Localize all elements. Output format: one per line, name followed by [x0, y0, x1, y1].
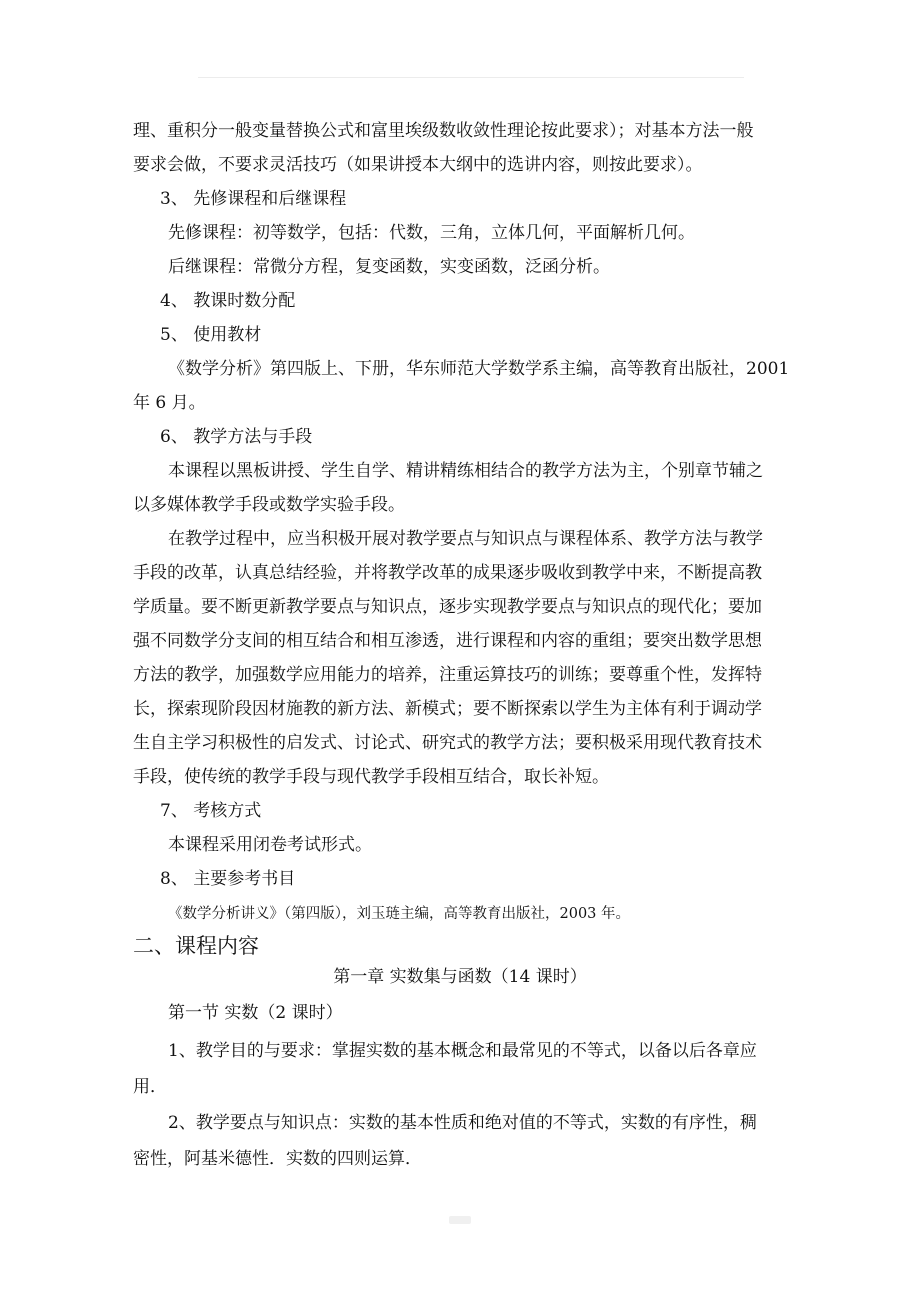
section-heading-7: 7、 考核方式 — [160, 801, 262, 821]
chapter-title: 第一章 实数集与函数（14 课时） — [333, 967, 587, 987]
paragraph-line: 1、教学目的与要求：掌握实数的基本概念和最常见的不等式，以备以后各章应 — [168, 1041, 757, 1061]
paragraph-line: 先修课程：初等数学，包括：代数，三角，立体几何，平面解析几何。 — [168, 223, 695, 243]
paragraph-line: 在教学过程中，应当积极开展对教学要点与知识点与课程体系、教学方法与教学 — [168, 529, 763, 549]
section-heading-8: 8、 主要参考书目 — [160, 869, 296, 889]
paragraph-line: 手段，使传统的教学手段与现代教学手段相互结合，取长补短。 — [133, 767, 609, 787]
paragraph-line: 生自主学习积极性的启发式、讨论式、研究式的教学方法；要积极采用现代教育技术 — [133, 733, 762, 753]
paragraph-line: 手段的改革，认真总结经验，并将教学改革的成果逐步吸收到教学中来，不断提高教 — [133, 563, 762, 583]
part-heading: 二、课程内容 — [133, 934, 259, 958]
paragraph-line: 用． — [133, 1077, 167, 1097]
section-heading-5: 5、 使用教材 — [160, 325, 262, 345]
paragraph-line: 本课程采用闭卷考试形式。 — [168, 835, 372, 855]
paragraph-line: 以多媒体教学手段或数学实验手段。 — [133, 495, 405, 515]
paragraph-line: 学质量。要不断更新教学要点与知识点，逐步实现教学要点与知识点的现代化；要加 — [133, 597, 762, 617]
section-heading-4: 4、 教课时数分配 — [160, 291, 296, 311]
section-heading-3: 3、 先修课程和后继课程 — [160, 189, 347, 209]
header-rule — [198, 77, 744, 78]
paragraph-line: 2、教学要点与知识点：实数的基本性质和绝对值的不等式，实数的有序性，稠 — [168, 1113, 757, 1133]
paragraph-line: 理、重积分一般变量替换公式和富里埃级数收敛性理论按此要求）；对基本方法一般 — [133, 121, 754, 141]
section-heading-6: 6、 教学方法与手段 — [160, 427, 313, 447]
paragraph-line: 后继课程：常微分方程，复变函数，实变函数，泛函分析。 — [168, 257, 610, 277]
section-title: 第一节 实数（2 课时） — [168, 1003, 343, 1023]
paragraph-line: 《数学分析》第四版上、下册，华东师范大学数学系主编，高等教育出版社，2001 — [168, 359, 790, 379]
paragraph-line: 本课程以黑板讲授、学生自学、精讲精练相结合的教学方法为主，个别章节辅之 — [168, 461, 763, 481]
paragraph-line: 强不同数学分支间的相互结合和相互渗透，进行课程和内容的重组；要突出数学思想 — [133, 631, 762, 651]
paragraph-line: 要求会做，不要求灵活技巧（如果讲授本大纲中的选讲内容，则按此要求）。 — [133, 155, 703, 175]
paragraph-line: 年 6 月。 — [133, 393, 206, 413]
paragraph-line: 长，探索现阶段因材施教的新方法、新模式；要不断探索以学生为主体有利于调动学 — [133, 699, 762, 719]
paragraph-line: 方法的教学，加强数学应用能力的培养，注重运算技巧的训练；要尊重个性，发挥特 — [133, 665, 762, 685]
reference-line: 《数学分析讲义》（第四版），刘玉琏主编，高等教育出版社，2003 年。 — [168, 906, 631, 922]
footer-mark — [449, 1216, 471, 1224]
paragraph-line: 密性，阿基米德性．实数的四则运算． — [133, 1149, 422, 1169]
